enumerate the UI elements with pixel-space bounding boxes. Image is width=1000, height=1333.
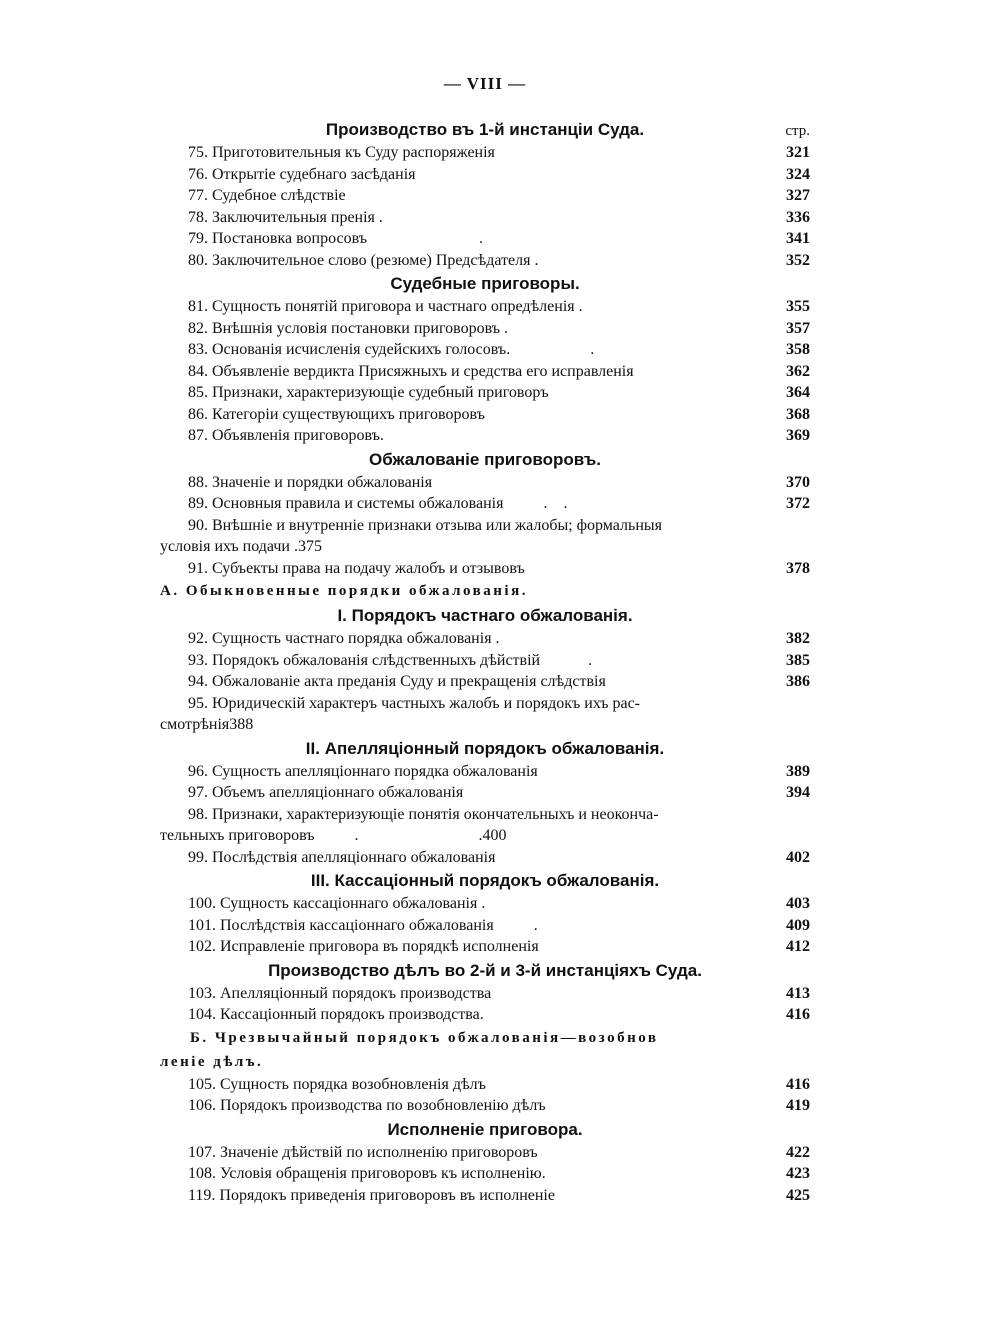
toc-entry-number: 107.: [188, 1143, 216, 1161]
toc-entry-title: Сущность кассаціоннаго обжалованія .: [220, 895, 486, 912]
toc-entry: [160, 847, 810, 869]
section-heading: [160, 447, 810, 472]
toc-entry: [160, 142, 810, 164]
toc-entry: [160, 1095, 810, 1117]
part-heading: леніе дѣлъ.: [160, 1053, 264, 1070]
toc-entry-title: Сущность порядка возобновленія дѣлъ: [220, 1075, 486, 1093]
toc-entry-number: 82.: [188, 319, 208, 337]
toc-entry-title: Юридическій характеръ частныхъ жалобъ и порядокъ ихъ рас-: [212, 694, 641, 712]
toc-entry-number: 93.: [188, 651, 208, 669]
toc-entry-number: 96.: [188, 762, 208, 780]
toc-entry-page: 409: [786, 916, 810, 934]
toc-entry-title: Заключительныя пренія .: [212, 208, 383, 226]
toc-entry-title: Открытіе судебнаго засѣданія: [212, 165, 416, 183]
page-number: — VIII —: [443, 74, 527, 93]
toc-entry-page: 341: [786, 230, 810, 247]
toc-entry-page: 324: [786, 165, 810, 183]
toc-entry: [160, 693, 810, 715]
toc-entry-page: 422: [786, 1143, 810, 1161]
toc-entry: [160, 650, 810, 672]
toc-entry: [160, 339, 810, 361]
toc-entry-page: 321: [786, 144, 810, 161]
toc-entry-number: 98.: [188, 805, 208, 823]
toc-entry-page: 402: [786, 848, 810, 866]
toc-entry: [160, 915, 810, 937]
toc-entry-number: 77.: [188, 187, 208, 204]
toc-entry-page: 416: [786, 1075, 810, 1093]
toc-entry-number: 100.: [188, 895, 216, 912]
toc-entry: [160, 671, 810, 693]
toc-entry-number: 78.: [188, 208, 208, 226]
toc-entry-page: 375: [297, 538, 322, 555]
toc-entry-number: 83.: [188, 341, 208, 358]
toc-entry: [160, 296, 810, 318]
toc-entry: [160, 936, 810, 958]
toc-entry-page: 369: [786, 427, 810, 444]
toc-entry-number: 79.: [188, 230, 208, 247]
toc-entry-page: 358: [786, 341, 810, 358]
toc-entry-number: 80.: [188, 251, 208, 269]
toc-entry: [160, 404, 810, 426]
toc-entry-title: Исправленіе приговора въ порядкѣ исполненія: [220, 938, 539, 955]
toc-entry-title: Условія обращенія приговоровъ къ исполненію.: [220, 1165, 546, 1182]
toc-entry-number: 104.: [188, 1006, 216, 1023]
toc-entry-number: 92.: [188, 630, 208, 647]
toc-entry: [160, 382, 810, 404]
toc-entry-page: 425: [786, 1186, 810, 1204]
toc-entry-page: 362: [786, 362, 810, 380]
toc-entry: [160, 361, 810, 383]
toc-entry-number: 105.: [188, 1075, 216, 1093]
toc-entry-page: 357: [786, 319, 810, 337]
part-heading: А. Обыкновенные порядки обжалованія.: [160, 583, 528, 599]
toc-entry: [160, 185, 810, 207]
toc-entry-page: 403: [786, 895, 810, 912]
toc-entry: [160, 207, 810, 229]
toc-entry: [160, 804, 810, 826]
toc-entry-page: 385: [786, 651, 810, 669]
part-heading: Б. Чрезвычайный порядокъ обжалованія—возобнов: [190, 1029, 659, 1046]
toc-entry-continuation: [160, 536, 810, 558]
toc-entry-continuation: [160, 825, 810, 847]
section-heading-text: Исполненіе приговора.: [387, 1119, 583, 1139]
toc-entry-number: 119.: [188, 1186, 216, 1204]
toc-entry-title: Объемъ апелляціоннаго обжалованія: [212, 784, 464, 801]
toc-entry-title: условія ихъ подачи .: [160, 538, 298, 555]
toc-entry-number: 108.: [188, 1165, 216, 1182]
toc-entry: [160, 425, 810, 447]
toc-entry-title: Порядокъ производства по возобновленію дѣлъ: [220, 1097, 546, 1114]
toc-entry-page: 336: [786, 208, 810, 226]
section-heading-text: Производство въ 1-й инстанціи Суда.: [325, 120, 645, 139]
toc-entry-number: 94.: [188, 673, 208, 690]
toc-entry-title: Порядокъ приведенія приговоровъ въ исполненіе: [219, 1186, 555, 1204]
toc-entry-page: 370: [786, 473, 810, 491]
section-heading-text: III. Кассаціонный порядокъ обжалованія.: [310, 871, 660, 890]
toc-entry-title: Послѣдствія кассаціоннаго обжалованія .: [220, 916, 538, 934]
toc-entry: [160, 558, 810, 580]
toc-entry-page: 378: [786, 559, 810, 577]
toc-entry-number: 89.: [188, 495, 208, 512]
toc-entry: [160, 1074, 810, 1096]
toc-entry-title: смотрѣнія: [160, 716, 230, 733]
toc-entry-title: Заключительное слово (резюме) Предсѣдателя .: [212, 251, 539, 269]
toc-entry: [160, 250, 810, 272]
toc-entry-title: Кассаціонный порядокъ производства.: [220, 1006, 484, 1023]
section-heading: [160, 271, 810, 296]
toc-entry-title: Постановка вопросовъ .: [212, 230, 484, 247]
toc-entry-title: Категоріи существующихъ приговоровъ: [212, 405, 485, 423]
toc-entry: [160, 1163, 810, 1185]
toc-entry-continuation: [160, 714, 810, 736]
section-heading-text: I. Порядокъ частнаго обжалованія.: [337, 606, 633, 625]
toc-entry-page: 412: [786, 938, 810, 955]
section-heading: [160, 736, 810, 761]
section-heading-text: Производство дѣлъ во 2-й и 3-й инстанціяхъ Суда.: [268, 960, 702, 980]
toc-entry-number: 99.: [188, 848, 208, 866]
toc-entry-title: Основанія исчисленія судейскихъ голосовъ. .: [212, 341, 595, 358]
toc-entry-number: 106.: [188, 1097, 216, 1114]
section-heading-text: II. Апелляціонный порядокъ обжалованія.: [305, 738, 665, 758]
toc-entry: [160, 493, 810, 515]
toc-entry-title: Внѣшніе и внутренніе признаки отзыва или жалобы; формальныя: [212, 516, 662, 534]
toc-entry-page: 416: [786, 1006, 810, 1023]
toc-entry-number: 91.: [188, 559, 208, 577]
toc-entry-title: Приготовительныя къ Суду распоряженія: [212, 144, 495, 161]
toc-entry: [160, 893, 810, 915]
toc-entry-page: 394: [786, 784, 810, 801]
toc-entry: [160, 628, 810, 650]
toc-entry: [160, 515, 810, 537]
toc-entry-number: 86.: [188, 405, 208, 423]
toc-entry-title: Признаки, характеризующіе судебный приговоръ: [212, 384, 549, 401]
toc-entry-page: 388: [229, 716, 254, 733]
toc-entry-number: 81.: [188, 298, 208, 315]
toc-entry: [160, 1004, 810, 1026]
toc-entry-page: 413: [786, 984, 810, 1002]
toc-entry-page: 389: [786, 762, 810, 780]
toc-entry-title: Апелляціонный порядокъ производства: [220, 984, 492, 1002]
toc-entry-number: 75.: [188, 144, 208, 161]
toc-entry-title: Основныя правила и системы обжалованія . .: [212, 495, 568, 512]
toc-entry-page: 382: [786, 630, 810, 647]
section-heading: [160, 868, 810, 893]
toc-entry-number: 76.: [188, 165, 208, 183]
toc-entry-number: 95.: [188, 694, 208, 712]
toc-entry: [160, 318, 810, 340]
toc-entry-page: 364: [786, 384, 810, 401]
page-column-label: стр.: [785, 123, 810, 139]
toc-entry: [160, 1185, 810, 1207]
toc-entry-page: 327: [786, 187, 810, 204]
toc-entry: [160, 1142, 810, 1164]
toc-entry-number: 97.: [188, 784, 208, 801]
toc-entry-title: Порядокъ обжалованія слѣдственныхъ дѣйствій .: [212, 651, 593, 669]
toc-entry-page: 386: [786, 673, 810, 690]
toc-entry-title: Сущность апелляціоннаго порядка обжалованія: [212, 762, 538, 780]
toc-entry-title: Значеніе и порядки обжалованія: [212, 473, 433, 491]
toc-entry: [160, 228, 810, 250]
toc-entry: [160, 761, 810, 783]
toc-entry-title: Объявленія приговоровъ.: [212, 427, 384, 444]
toc-entry-number: 102.: [188, 938, 216, 955]
toc-entry-title: Обжалованіе акта преданія Суду и прекращенія слѣдствія: [212, 673, 606, 690]
section-heading-text: Судебные приговоры.: [390, 274, 580, 293]
toc-entry-page: 419: [786, 1097, 810, 1114]
section-heading: [160, 1117, 810, 1142]
toc-entry-title: Значеніе дѣйствій по исполненію приговоровъ: [220, 1143, 538, 1161]
toc-entry-number: 85.: [188, 384, 208, 401]
toc-entry-title: Объявленіе вердикта Присяжныхъ и средства его исправленія: [212, 362, 634, 380]
toc-entry: [160, 983, 810, 1005]
toc-entry-number: 87.: [188, 427, 208, 444]
section-heading: [160, 603, 810, 628]
toc-entry-page: 400: [482, 827, 507, 844]
toc-entry-title: Послѣдствія апелляціоннаго обжалованія: [212, 848, 496, 866]
toc-entry-page: 372: [786, 495, 810, 512]
table-of-contents: [160, 117, 810, 1206]
toc-entry-number: 90.: [188, 516, 208, 534]
toc-entry-title: Сущность понятій приговора и частнаго опредѣленія .: [212, 298, 583, 315]
toc-entry-number: 101.: [188, 916, 216, 934]
toc-entry-title: Внѣшнія условія постановки приговоровъ .: [212, 319, 509, 337]
toc-entry-page: 423: [786, 1165, 810, 1182]
toc-entry-number: 103.: [188, 984, 216, 1002]
toc-entry-page: 352: [786, 251, 810, 269]
toc-entry-page: 355: [786, 298, 810, 315]
section-heading: [160, 117, 810, 142]
toc-entry: [160, 782, 810, 804]
toc-entry-title: Субъекты права на подачу жалобъ и отзывовъ: [212, 559, 525, 577]
toc-entry-title: Судебное слѣдствіе: [212, 187, 346, 204]
section-heading-text: Обжалованіе приговоровъ.: [369, 449, 601, 469]
toc-entry: [160, 164, 810, 186]
toc-entry: [160, 472, 810, 494]
toc-entry-number: 88.: [188, 473, 208, 491]
section-heading: [160, 958, 810, 983]
toc-entry-title: Сущность частнаго порядка обжалованія .: [212, 630, 500, 647]
toc-entry-title: Признаки, характеризующіе понятія окончательныхъ и неоконча-: [212, 805, 659, 823]
toc-entry-number: 84.: [188, 362, 208, 380]
toc-entry-title: тельныхъ приговоровъ . .: [160, 827, 483, 844]
toc-entry-page: 368: [786, 405, 810, 423]
